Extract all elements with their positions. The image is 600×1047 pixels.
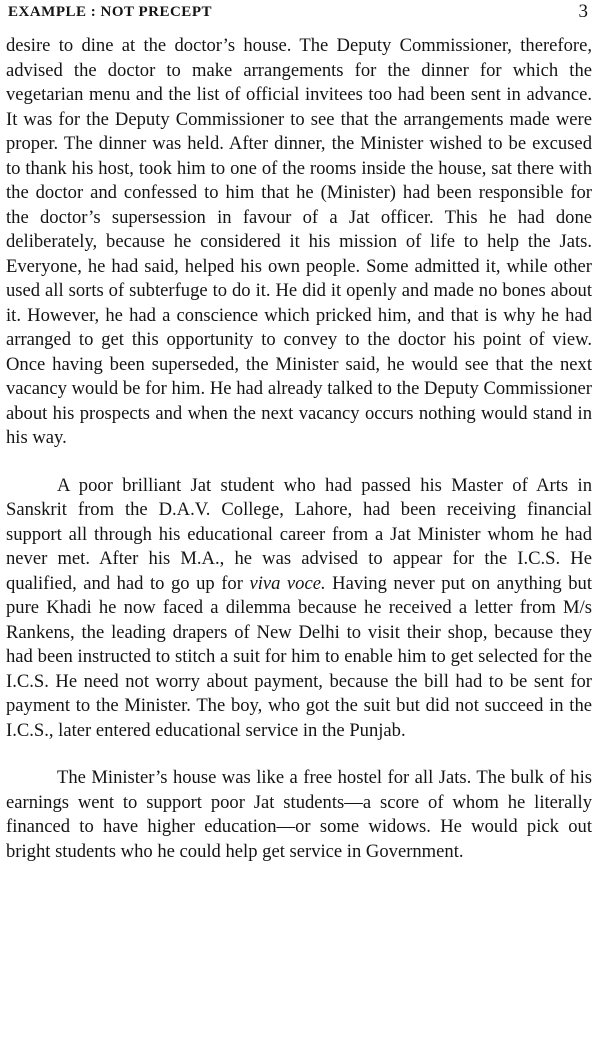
paragraph-2-text-before: A poor brilliant Jat student who had passed his Master of Arts in Sanskrit from the D.A.V. College, Lahore, had been receiving financial support all through his educational career from a Jat Minister whom he had never met. After his M.A., he was advised to appear for the I.C.S. He qualified, and had to go up for — [6, 474, 592, 594]
paragraph-1: desire to dine at the doctor’s house. The Deputy Commissioner, therefore, advised the doctor to make arrangements for the dinner for which the vegetarian menu and the list of official invitees too had been sent in advance. It was for the Deputy Commissioner to see that the arrangements made were proper. The dinner was held. After dinner, the Minister wished to be excused to thank his host, took him to one of the rooms inside the house, sat there with the doctor and confessed to him that he (Minister) had been responsible for the doctor’s supersession in favour of a Jat officer. This he had done deliberately, because he considered it his mission of life to help the Jats. Everyone, he had said, helped his own people. Some admitted it, while other used all sorts of subterfuge to do it. He did it openly and made no bones about it. However, he had a conscience which pricked him, and that is why he had arranged to get this opportunity to convey to the doctor his point of view. Once having been superseded, the Minister said, he would see that the next vacancy would be for him. He had already talked to the Deputy Commissioner about his prospects and when the next vacancy occurs nothing would stand in his way. — [6, 35, 592, 448]
running-title: EXAMPLE : NOT PRECEPT — [8, 4, 212, 20]
running-head — [6, 0, 592, 34]
paragraph-3: The Minister’s house was like a free hostel for all Jats. The bulk of his earnings went to support poor Jat students—a score of whom he literally financed to have higher education—or some widows. He would pick out bright students who he could help get service in Government. — [6, 767, 592, 862]
paragraph-2-italic-phrase: viva voce. — [249, 572, 326, 594]
page-number: 3 — [578, 1, 588, 22]
body-text — [6, 34, 592, 864]
paragraph-2-text-after: Having never put on anything but pure Khadi he now faced a dilemma because he received a letter from M/s Rankens, the leading drapers of New Delhi to visit their shop, because they had been instructed to stitch a suit for him to enable him to get selected for the I.C.S. He need not worry about payment, because the bill had to be sent for payment to the Minister. The boy, who got the suit but did not succeed in the I.C.S., later entered educational service in the Punjab. — [6, 572, 592, 741]
paragraph-2 — [6, 474, 592, 744]
